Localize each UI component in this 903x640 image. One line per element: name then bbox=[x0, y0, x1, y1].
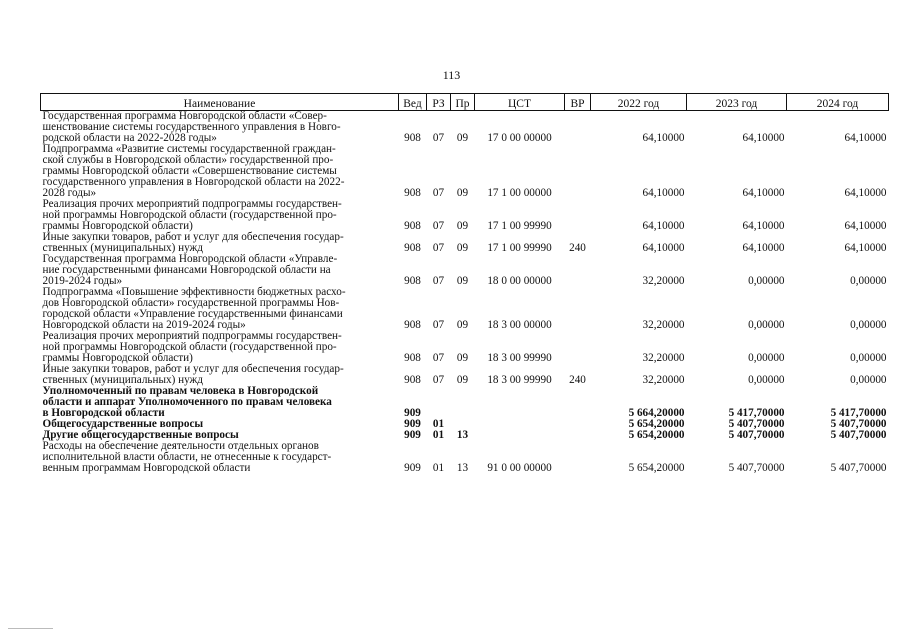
row-rz: 07 bbox=[432, 242, 445, 254]
table-row bbox=[41, 254, 889, 287]
row-rz: 07 bbox=[432, 319, 445, 331]
row-name bbox=[41, 441, 399, 474]
row-name bbox=[41, 254, 399, 287]
row-rz: 07 bbox=[432, 275, 445, 287]
row-name-line: дов Новгородской области» государственной программы Нов- bbox=[42, 297, 340, 309]
row-name-line: ной программы Новгородской области (государственной про- bbox=[42, 209, 337, 221]
row-vr bbox=[565, 144, 591, 199]
table-body bbox=[41, 111, 889, 475]
row-vr bbox=[565, 419, 591, 430]
row-name-line: исполнительной власти области, не отнесенные к государст- bbox=[42, 451, 332, 463]
row-ved: 908 bbox=[404, 220, 421, 232]
row-value-2024: 0,00000 bbox=[850, 352, 887, 364]
row-value-2023: 64,10000 bbox=[742, 187, 785, 199]
row-ved: 908 bbox=[404, 374, 421, 386]
header-rz: РЗ bbox=[427, 94, 451, 111]
row-cst: 18 3 00 00000 bbox=[487, 319, 552, 331]
budget-table bbox=[40, 93, 889, 474]
row-value-2024: 5 407,70000 bbox=[830, 418, 887, 430]
row-ved: 909 bbox=[404, 407, 421, 419]
row-rz: 01 bbox=[432, 418, 445, 430]
row-value-2024: 5 407,70000 bbox=[830, 462, 887, 474]
header-ved: Вед bbox=[399, 94, 427, 111]
table-row bbox=[41, 199, 889, 232]
row-name bbox=[41, 144, 399, 199]
row-name-line: Реализация прочих мероприятий подпрограммы государствен- bbox=[42, 330, 342, 342]
header-2023: 2023 год bbox=[687, 94, 787, 111]
row-value-2022: 5 664,20000 bbox=[628, 407, 685, 419]
row-pr: 09 bbox=[456, 352, 469, 364]
row-cst: 91 0 00 00000 bbox=[487, 462, 552, 474]
row-value-2024: 0,00000 bbox=[850, 319, 887, 331]
header-2024: 2024 год bbox=[787, 94, 889, 111]
row-value-2024: 64,10000 bbox=[844, 132, 887, 144]
row-cst: 18 3 00 99990 bbox=[487, 374, 552, 386]
row-rz: 07 bbox=[432, 220, 445, 232]
row-name-line: Общегосударственные вопросы bbox=[42, 418, 204, 430]
row-name-line: ской службы в Новгородской области» государственной про- bbox=[42, 154, 334, 166]
row-cst: 18 0 00 00000 bbox=[487, 275, 552, 287]
header-vr: ВР bbox=[565, 94, 591, 111]
row-value-2024: 0,00000 bbox=[850, 275, 887, 287]
row-vr bbox=[565, 430, 591, 441]
row-value-2022: 5 654,20000 bbox=[628, 418, 685, 430]
row-value-2024: 64,10000 bbox=[844, 242, 887, 254]
row-value-2022: 32,20000 bbox=[642, 275, 685, 287]
row-name-line: Иные закупки товаров, работ и услуг для обеспечения государ- bbox=[42, 363, 344, 375]
row-value-2022: 64,10000 bbox=[642, 187, 685, 199]
table-row bbox=[41, 287, 889, 331]
row-vr bbox=[565, 287, 591, 331]
row-name-line: ной программы Новгородской области (государственной про- bbox=[42, 341, 337, 353]
row-value-2023: 5 407,70000 bbox=[728, 462, 785, 474]
row-rz: 01 bbox=[432, 462, 445, 474]
row-name-line: Государственная программа Новгородской области «Управле- bbox=[42, 253, 338, 265]
row-vr bbox=[565, 111, 591, 145]
row-name bbox=[41, 287, 399, 331]
row-ved: 909 bbox=[404, 462, 421, 474]
footer-rule bbox=[8, 628, 53, 629]
page-number: 113 bbox=[442, 68, 461, 82]
row-name bbox=[41, 364, 399, 386]
row-value-2022: 32,20000 bbox=[642, 352, 685, 364]
row-value-2022: 32,20000 bbox=[642, 319, 685, 331]
row-pr: 13 bbox=[456, 429, 469, 441]
row-value-2023: 0,00000 bbox=[748, 374, 785, 386]
row-name-line: 2019-2024 годы» bbox=[42, 275, 123, 287]
row-cst bbox=[475, 386, 565, 419]
row-name-line: 2028 годы» bbox=[42, 187, 97, 199]
row-pr: 09 bbox=[456, 220, 469, 232]
row-vr bbox=[565, 386, 591, 419]
row-rz: 01 bbox=[432, 429, 445, 441]
header-2022: 2022 год bbox=[591, 94, 687, 111]
table-row bbox=[41, 441, 889, 474]
row-value-2023: 0,00000 bbox=[748, 275, 785, 287]
row-value-2023: 5 407,70000 bbox=[728, 429, 785, 441]
row-pr: 09 bbox=[456, 132, 469, 144]
row-name bbox=[41, 331, 399, 364]
row-name bbox=[41, 111, 399, 145]
row-value-2022: 64,10000 bbox=[642, 242, 685, 254]
table-row bbox=[41, 331, 889, 364]
row-ved: 908 bbox=[404, 352, 421, 364]
row-value-2023: 0,00000 bbox=[748, 319, 785, 331]
row-value-2023: 64,10000 bbox=[742, 220, 785, 232]
row-value-2022: 64,10000 bbox=[642, 132, 685, 144]
table-row bbox=[41, 144, 889, 199]
row-name bbox=[41, 232, 399, 254]
table-row bbox=[41, 111, 889, 145]
row-pr: 09 bbox=[456, 275, 469, 287]
row-name-line: Другие общегосударственные вопросы bbox=[42, 429, 239, 441]
row-name-line: ственных (муниципальных) нужд bbox=[42, 242, 203, 254]
row-cst: 17 1 00 99990 bbox=[487, 242, 552, 254]
row-ved: 908 bbox=[404, 132, 421, 144]
row-rz bbox=[427, 386, 451, 419]
row-value-2022: 5 654,20000 bbox=[628, 462, 685, 474]
row-name-line: шенствование системы государственного управления в Новго- bbox=[42, 121, 341, 133]
row-value-2024: 0,00000 bbox=[850, 374, 887, 386]
header-name: Наименование bbox=[41, 94, 399, 111]
header-cst: ЦСТ bbox=[475, 94, 565, 111]
row-name-line: Реализация прочих мероприятий подпрограммы государствен- bbox=[42, 198, 342, 210]
header-pr: Пр bbox=[451, 94, 475, 111]
row-value-2024: 64,10000 bbox=[844, 187, 887, 199]
row-pr: 09 bbox=[456, 319, 469, 331]
row-name-line: Подпрограмма «Развитие системы государственной граждан- bbox=[42, 143, 336, 155]
row-name-line: граммы Новгородской области) bbox=[42, 220, 193, 232]
row-rz: 07 bbox=[432, 374, 445, 386]
row-name-line: Иные закупки товаров, работ и услуг для обеспечения государ- bbox=[42, 231, 344, 243]
row-value-2024: 5 417,70000 bbox=[830, 407, 887, 419]
row-vr bbox=[565, 254, 591, 287]
row-ved: 908 bbox=[404, 242, 421, 254]
row-name-line: ственных (муниципальных) нужд bbox=[42, 374, 203, 386]
row-name-line: Расходы на обеспечение деятельности отдельных органов bbox=[42, 440, 319, 452]
row-value-2022: 32,20000 bbox=[642, 374, 685, 386]
row-name-line: государственного управления в Новгородской области на 2022- bbox=[42, 176, 345, 188]
row-pr: 09 bbox=[456, 374, 469, 386]
table-row bbox=[41, 386, 889, 419]
row-name bbox=[41, 199, 399, 232]
row-value-2023: 5 407,70000 bbox=[728, 418, 785, 430]
row-value-2023: 64,10000 bbox=[742, 132, 785, 144]
row-name-line: Подпрограмма «Повышение эффективности бюджетных расхо- bbox=[42, 286, 346, 298]
row-vr: 240 bbox=[569, 374, 586, 386]
row-name bbox=[41, 386, 399, 419]
row-value-2023: 64,10000 bbox=[742, 242, 785, 254]
row-value-2024: 64,10000 bbox=[844, 220, 887, 232]
row-value-2023: 5 417,70000 bbox=[728, 407, 785, 419]
row-name-line: родской области на 2022-2028 годы» bbox=[42, 132, 217, 144]
row-ved: 909 bbox=[404, 429, 421, 441]
row-name-line: граммы Новгородской области «Совершенствование системы bbox=[42, 165, 337, 177]
row-name-line: в Новгородской области bbox=[42, 407, 165, 419]
row-vr bbox=[565, 441, 591, 474]
row-value-2023: 0,00000 bbox=[748, 352, 785, 364]
row-cst bbox=[475, 419, 565, 430]
row-vr: 240 bbox=[569, 242, 586, 254]
row-value-2022: 5 654,20000 bbox=[628, 429, 685, 441]
table-row bbox=[41, 364, 889, 386]
row-pr: 09 bbox=[456, 187, 469, 199]
row-cst bbox=[475, 430, 565, 441]
row-rz: 07 bbox=[432, 352, 445, 364]
row-value-2024: 5 407,70000 bbox=[830, 429, 887, 441]
row-ved: 908 bbox=[404, 319, 421, 331]
row-ved: 908 bbox=[404, 187, 421, 199]
table-row bbox=[41, 232, 889, 254]
row-name-line: Государственная программа Новгородской области «Совер- bbox=[42, 110, 327, 122]
row-rz: 07 bbox=[432, 132, 445, 144]
row-pr: 09 bbox=[456, 242, 469, 254]
row-name-line: венным программам Новгородской области bbox=[42, 462, 251, 474]
row-name-line: городской области «Управление государственными финансами bbox=[42, 308, 343, 320]
row-cst: 18 3 00 99990 bbox=[487, 352, 552, 364]
row-cst: 17 1 00 00000 bbox=[487, 187, 552, 199]
row-ved: 908 bbox=[404, 275, 421, 287]
row-vr bbox=[565, 331, 591, 364]
row-vr bbox=[565, 199, 591, 232]
row-value-2022: 64,10000 bbox=[642, 220, 685, 232]
row-name-line: Уполномоченный по правам человека в Новгородской bbox=[42, 385, 319, 397]
row-rz: 07 bbox=[432, 187, 445, 199]
row-cst: 17 1 00 99990 bbox=[487, 220, 552, 232]
row-pr: 13 bbox=[456, 462, 469, 474]
row-name-line: ние государственными финансами Новгородской области на bbox=[42, 264, 331, 276]
row-cst: 17 0 00 00000 bbox=[487, 132, 552, 144]
row-name-line: Новгородской области на 2019-2024 годы» bbox=[42, 319, 246, 331]
row-name-line: области и аппарат Уполномоченного по правам человека bbox=[42, 396, 332, 408]
row-name-line: граммы Новгородской области) bbox=[42, 352, 193, 364]
row-pr bbox=[451, 386, 475, 419]
table-header-row bbox=[41, 94, 889, 111]
row-ved: 909 bbox=[404, 418, 421, 430]
